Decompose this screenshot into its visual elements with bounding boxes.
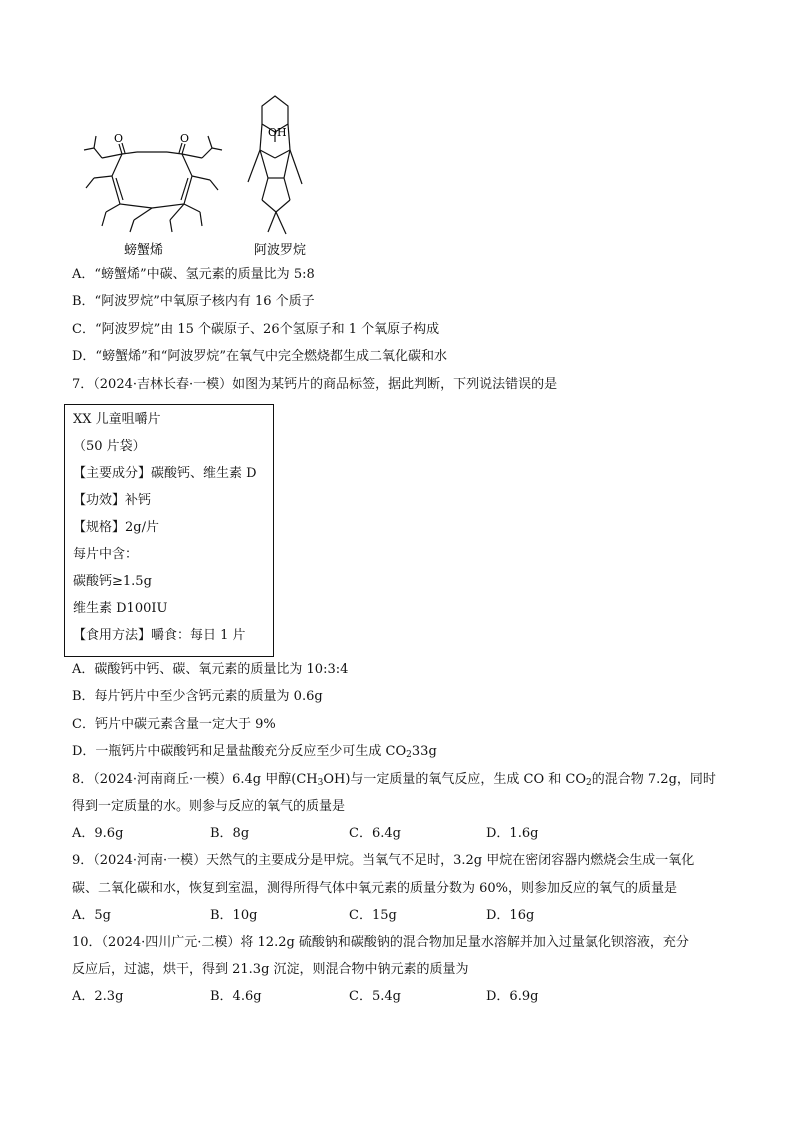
q9-option-c: C．15g [349, 908, 397, 923]
subscript: 2 [406, 750, 412, 760]
q6-option-d: D．“螃蟹烯”和“阿波罗烷”在氧气中完全燃烧都生成二氧化碳和水 [72, 349, 448, 364]
product-label-box [64, 404, 274, 657]
q8-stem-text: 的混合物 7.2g，同时 [591, 772, 716, 787]
q7-option-a: A．碳酸钙中钙、碳、氧元素的质量比为 10:3:4 [72, 662, 349, 677]
label-line: 【主要成分】碳酸钙、维生素 D [73, 466, 257, 481]
q10-option-b: B．4.6g [210, 989, 262, 1004]
q10-option-a: A．2.3g [72, 989, 124, 1004]
crab-ene-structure [84, 136, 222, 232]
q9-stem-line1: 9．（2024·河南·一模）天然气的主要成分是甲烷。当氧气不足时，3.2g 甲烷在密闭容器内燃烧会生成一氧化 [72, 853, 695, 868]
q9-option-a: A．5g [72, 908, 111, 923]
q10-option-d: D．6.9g [486, 989, 539, 1004]
q7-option-d-text: D．一瓶钙片中碳酸钙和足量盐酸充分反应至少可生成 CO [72, 744, 407, 759]
q9-option-d: D．16g [486, 908, 535, 923]
crab-ene-label: 螃蟹烯 [124, 243, 164, 258]
label-line: XX 儿童咀嚼片 [73, 412, 161, 427]
q8-stem-text: 8．（2024·河南商丘·一模）6.4g 甲醇(CH [72, 772, 318, 787]
q7-stem: 7．（2024·吉林长春·一模）如图为某钙片的商品标签，据此判断，下列说法错误的是 [72, 377, 558, 392]
q7-option-c: C．钙片中碳元素含量一定大于 9% [72, 717, 276, 732]
subscript: 3 [317, 778, 324, 788]
q6-option-a: A．“螃蟹烯”中碳、氢元素的质量比为 5:8 [72, 267, 315, 282]
q8-stem-line2: 得到一定质量的水。则参与反应的氧气的质量是 [72, 799, 346, 814]
apollo-ane-structure [248, 96, 302, 234]
q8-option-b: B．8g [210, 826, 250, 841]
carbonyl-o-left: O [114, 132, 124, 145]
q7-option-b: B．每片钙片中至少含钙元素的质量为 0.6g [72, 689, 323, 704]
q6-option-c: C．“阿波罗烷”由 15 个碳原子、26个氢原子和 1 个氧原子构成 [72, 322, 440, 337]
hydroxyl-label: OH [268, 126, 287, 139]
q8-option-a: A．9.6g [72, 826, 124, 841]
structure-figures [72, 92, 332, 264]
carbonyl-o-right: O [180, 132, 190, 145]
q6-option-b: B．“阿波罗烷”中氧原子核内有 16 个质子 [72, 294, 315, 309]
label-line: （50 片袋） [73, 439, 146, 454]
q8-stem-text: OH)与一定质量的氧气反应，生成 CO 和 CO [323, 772, 587, 787]
q9-option-b: B．10g [210, 908, 258, 923]
q8-stem-line1 [72, 771, 716, 789]
q8-option-c: C．6.4g [349, 826, 401, 841]
label-line: 【规格】2g/片 [73, 520, 159, 535]
q9-stem-line2: 碳、二氧化碳和水，恢复到室温，测得所得气体中氧元素的质量分数为 60%，则参加反应的氧气的质量是 [72, 881, 678, 896]
label-line: 【功效】补钙 [73, 493, 152, 508]
label-line: 【食用方法】嚼食：每日 1 片 [73, 628, 246, 643]
structure-drawings [72, 92, 332, 264]
label-line: 维生素 D100IU [73, 601, 168, 616]
q10-options [72, 988, 712, 1006]
apollo-ane-label: 阿波罗烷 [254, 243, 307, 258]
q8-options [72, 825, 712, 843]
q7-option-d-text: 33g [411, 744, 437, 759]
q10-stem-line2: 反应后，过滤，烘干，得到 21.3g 沉淀，则混合物中钠元素的质量为 [72, 962, 469, 977]
q7-option-d [72, 743, 437, 761]
subscript: 2 [586, 778, 592, 788]
q9-options [72, 907, 712, 925]
q8-option-d: D．1.6g [486, 826, 539, 841]
q10-option-c: C．5.4g [349, 989, 401, 1004]
label-line: 碳酸钙≥1.5g [73, 574, 152, 589]
q10-stem-line1: 10．（2024·四川广元·二模）将 12.2g 硫酸钠和碳酸钠的混合物加足量水溶解并加入过量氯化钡溶液，充分 [72, 935, 689, 950]
label-line: 每片中含： [73, 547, 139, 562]
